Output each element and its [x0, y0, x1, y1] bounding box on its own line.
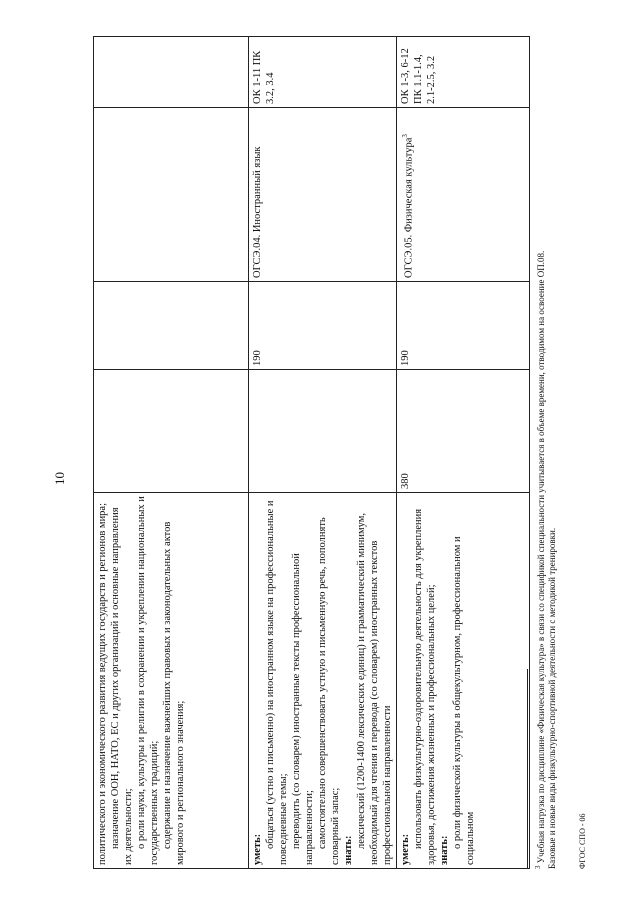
competencies-cell: ОК 1-11 ПК 3.2, 3.4: [249, 37, 397, 108]
hours-cell: 190: [397, 282, 530, 370]
max-hours-cell: [94, 370, 249, 493]
list-item: о роли науки, культуры и религии в сохранении и укреплении национальных и государственных традиций;: [136, 496, 160, 865]
list-item: лексический (1200-1400 лексических единиц) и грамматический минимум, необходимый для чтения и перевода (со словарем) иностранных текстов профессиональной направленности: [356, 512, 393, 865]
list-item: назначение ООН, НАТО, ЕС и других организаций и основные направления их деятельности;: [110, 507, 134, 865]
hours-cell: 190: [249, 282, 397, 370]
skills-knowledge-cell: [249, 493, 397, 869]
skills-heading: уметь:: [400, 833, 411, 865]
document-code: ФГОС СПО - 06: [578, 813, 587, 869]
table-row: [397, 37, 530, 869]
knowledge-heading: знать:: [439, 835, 450, 865]
curriculum-table: [93, 36, 530, 869]
table-row: [94, 37, 249, 869]
list-item: общаться (устно и письменно) на иностранном языке на профессиональные и повседневные темы;: [265, 500, 289, 865]
hours-cell: [94, 282, 249, 370]
knowledge-heading: знать:: [343, 835, 354, 865]
footnote-ref: 3: [401, 134, 409, 138]
table-row: [249, 37, 397, 869]
list-item: о роли физической культуры в общекультурном, профессиональном и социальном: [452, 536, 476, 865]
discipline-cell: [94, 108, 249, 282]
max-hours-cell: 380: [397, 370, 530, 493]
footnote-mark: 3: [534, 865, 542, 869]
list-item: самостоятельно совершенствовать устную и письменную речь, пополнять словарный запас;: [317, 517, 341, 865]
list-item: переводить (со словарем) иностранные тексты профессиональной направленности;: [291, 553, 315, 865]
competencies-cell: ОК 1-3, 6-12 ПК 1.1-1.4, 2.1-2.5, 3.2: [397, 37, 530, 108]
discipline-cell: ОГСЭ.04. Иностранный язык: [249, 108, 397, 282]
discipline-cell: [397, 108, 530, 282]
list-item: политического и экономического развития ведущих государств и регионов мира;: [97, 502, 108, 865]
footnote-text: Базовые и новые виды физкультурно-спортивной деятельности с методикой тренировки.: [547, 527, 557, 869]
page-number: 10: [52, 472, 67, 485]
knowledge-cell: [94, 493, 249, 869]
footnote: [533, 29, 558, 869]
skills-heading: уметь:: [252, 833, 263, 865]
max-hours-cell: [249, 370, 397, 493]
skills-knowledge-cell: [397, 493, 530, 869]
list-item: использовать физкультурно-оздоровительную деятельность для укрепления здоровья, достижения жизненных и профессиональных целей;: [413, 508, 437, 865]
footnote-text: Учебная нагрузка по дисциплине «Физическая культура» в связи со спецификой специальности учитывается в объеме времени, отводимом на освоение ОП.08.: [536, 250, 546, 864]
competencies-cell: [94, 37, 249, 108]
footnote-divider: [527, 669, 528, 869]
list-item: содержание и назначение важнейших правовых и законодательных актов мирового и регионального значения;: [162, 521, 186, 865]
discipline-name: ОГСЭ.05. Физическая культура: [403, 137, 415, 278]
